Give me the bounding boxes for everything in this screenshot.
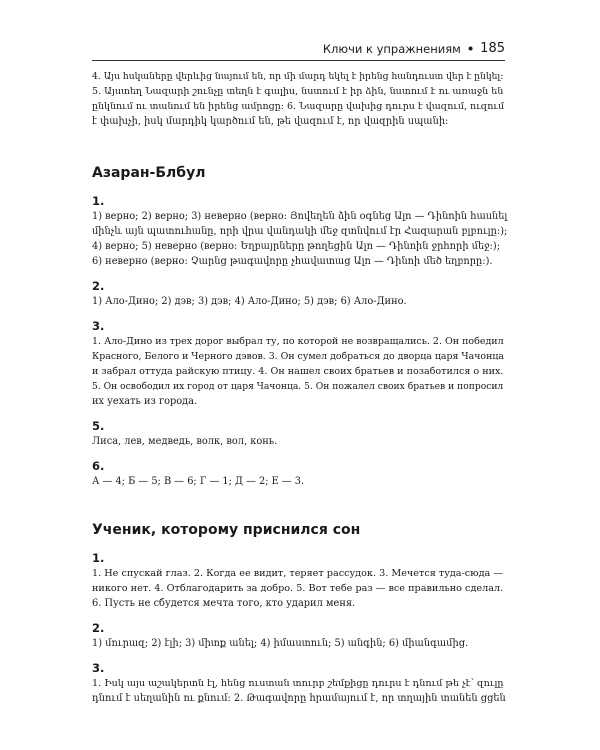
exercise-number: 2.: [92, 621, 105, 635]
text-line: и забрал оттуда райскую птицу. 4. Он нашел своих братьев и позаботился о них.: [92, 366, 504, 377]
exercise-number: 5.: [92, 419, 105, 433]
text-line: 1. Не спускай глаз. 2. Когда ее видит, теряет рассудок. 3. Мечется туда-сюда —: [92, 568, 503, 579]
text-line: է փախչի, իսկ մարդիկ կարծում են, թե վազում է, որ վազրին սպանի:: [92, 116, 449, 127]
answer-block: [92, 434, 508, 449]
exercise-number: 6.: [92, 459, 105, 473]
answer-block: [92, 636, 508, 651]
text-line: մինչև այն պատուհանը, որի վրա վանդակի մեջ զտնվում էր Հազարան բլբուլը:);: [92, 226, 508, 237]
exercise-number: 1.: [92, 551, 105, 565]
text-line: 4) верно; 5) неверно (верно: Եղբայրները թողեցին Ալո — Դինոին ջրհորի մեջ:);: [92, 241, 501, 252]
running-title: Ключи к упражнениям: [322, 42, 461, 56]
text-line: 5. Он освободил их город от царя Чачонца. 5. Он пожалел своих братьев и попросил: [92, 381, 504, 392]
text-line: 6. Пусть не сбудется мечта того, кто ударил меня.: [92, 598, 356, 609]
text-line: Красного, Белого и Черного дэвов. 3. Он сумел добраться до дворца царя Чачонца: [92, 351, 504, 362]
text-line: их уехать из города.: [92, 396, 198, 407]
answer-block: [92, 334, 508, 409]
page-number: 185: [480, 41, 505, 56]
text-line: А — 4; Б — 5; В — 6; Г — 1; Д — 2; Е — 3.: [92, 476, 305, 487]
page-content: [92, 69, 508, 706]
text-line: դնում է սեղանին ու քնում: 2. Թագավորը հրամայում է, որ տղային տանեն ցցեն: [92, 693, 506, 704]
section-title-student: Ученик, которому приснился сон: [92, 522, 361, 538]
text-line: 4. Այս հսկաները վերևից նայում են, որ մի մարդ եկել է իրենց հանդուստ վեր է ընկել:: [92, 71, 504, 82]
intro-paragraph: [92, 69, 508, 129]
text-line: никого нет. 4. Отблагодарить за добро. 5. Вот тебе раз — все правильно сделал.: [92, 583, 504, 594]
text-line: 5. Այստեղ Նազարի շունչը տեղն է գալիս, նստում է իր ձին, նստում է ու առաջն են: [92, 86, 504, 97]
section-title-azaran: Азаран-Блбул: [92, 165, 206, 181]
text-line: ընկնում ու տանում են իրենց ամրոցը: 6. Նազարը վախից դուրս է վազում, ուզում: [92, 101, 505, 112]
answer-block: [92, 676, 508, 706]
text-line: 1. Ало-Дино из трех дорог выбрал ту, по которой не возвращались. 2. Он победил: [92, 336, 504, 347]
text-line: 1) Ало-Дино; 2) дэв; 3) дэв; 4) Ало-Дино; 5) дэв; 6) Ало-Дино.: [92, 296, 407, 307]
answer-block: [92, 474, 508, 489]
text-line: 1) верно; 2) верно; 3) неверно (верно: Յովեղեն ձին օգնեց Ալո — Դինոին հասնել: [92, 211, 508, 222]
running-header: [92, 34, 505, 61]
exercise-number: 3.: [92, 319, 105, 333]
header-bullet: •: [466, 42, 475, 56]
answer-block: [92, 209, 508, 269]
text-line: 6) неверно (верно: Չարնց թագավորը չհավատաց Ալո — Դինոի մեծ եղբորը:).: [92, 256, 493, 267]
text-line: Лиса, лев, медведь, волк, вол, конь.: [92, 436, 278, 447]
exercise-number: 3.: [92, 661, 105, 675]
text-line: 1. Իսկ այս աշակերտն էլ, հենց ուստան տուրբ շեմքիցը դուրս է դնում թե չէ՝ զուլը: [92, 678, 504, 689]
answer-block: [92, 294, 508, 309]
exercise-number: 1.: [92, 194, 105, 208]
answer-block: [92, 566, 508, 611]
exercise-number: 2.: [92, 279, 105, 293]
text-line: 1) մուրազ; 2) էլի; 3) միտք անել; 4) իմաստուն; 5) անգին; 6) միանգամից.: [92, 638, 469, 649]
